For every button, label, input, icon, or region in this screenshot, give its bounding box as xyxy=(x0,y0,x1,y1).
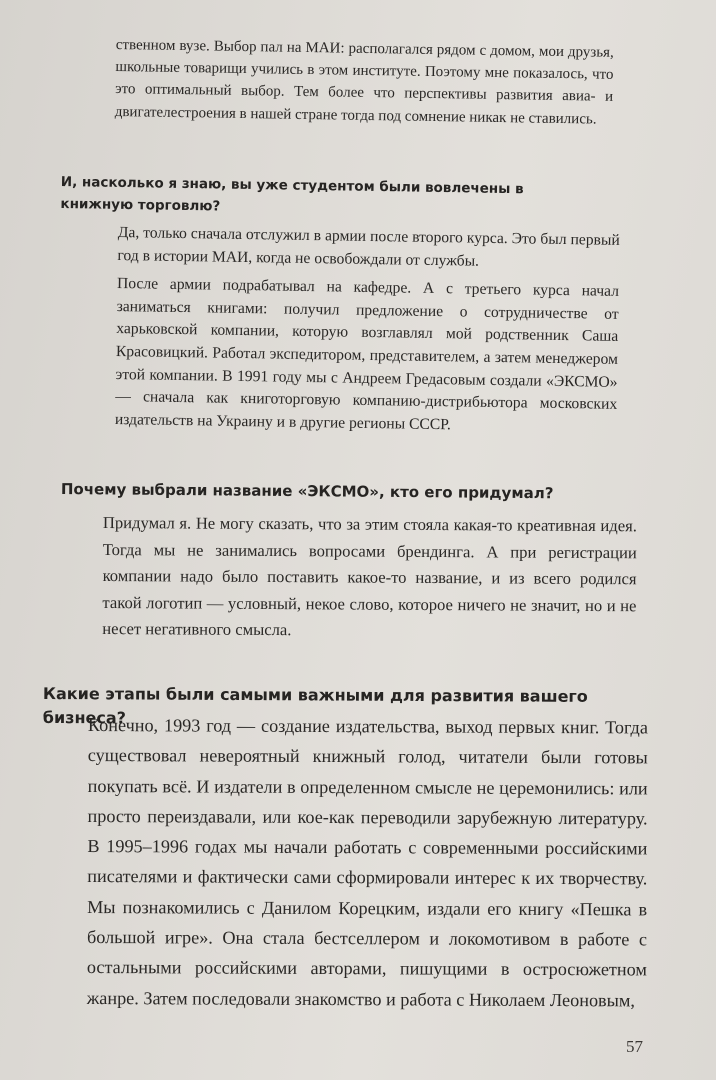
answer-paragraph: Конечно, 1993 год — создание издательства, выход первых книг. Тогда существовал невероятный книжный голод, читатели были готовы покупать всё. И издатели в определенном смысле не церемонились: или просто переиздавали, или кое-как переводили зарубежную литературу. В 1995–1996 годах мы начали работать с современными российскими писателями и фактически сами сформировали интерес к их творчеству. Мы познакомились с Данилом Корецким, издали его книгу «Пешка в большой игре». Она стала бестселлером и локомотивом в работе с остальными российскими авторами, пишущими в остросюжетном жанре. Затем последовали знакомство и работа с Николаем Леоновым, xyxy=(86,714,648,1011)
answer-eksmo-name xyxy=(102,510,637,646)
answer-paragraph: ственном вузе. Выбор пал на МАИ: располагался рядом с домом, мои друзья, школьные товарищи учились в этом институте. Поэтому мне показалось, что это оптимальный выбор. Тем более что перспективы развития авиа- и двигателестроения в нашей стране тогда под сомнение никак не ставились. xyxy=(114,36,614,128)
question-business-stages: Какие этапы были самыми важными для развития вашего бизнеса? xyxy=(42,684,588,728)
question-book-trade: И, насколько я знаю, вы уже студентом были вовлечены в книжную торговлю? xyxy=(60,173,524,215)
answer-continuation xyxy=(115,34,614,131)
answer-paragraph: После армии подрабатывал на кафедре. А с третьего курса начал заниматься книгами: получил предложение о сотрудничестве от харьковской компании, которую возглавлял мой родственник Саша Красовицкий. Работал экспедитором, представителем, а затем менеджером этой компании. В 1991 году мы с Андреем Гредасовым создали «ЭКСМО» — сначала как книготорговую компанию-дистрибьютора московских издательств на Украину и в другие регионы СССР. xyxy=(114,275,620,434)
page-number: 57 xyxy=(626,1037,643,1056)
answer-paragraph: Придумал я. Не могу сказать, что за этим стояла какая-то креативная идея. Тогда мы не занимались вопросами брендинга. А при регистрации компании надо было поставить какое-то название, и из всего родился такой логотип — условный, некое слово, которое ничего не значит, но и не несет негативного смысла. xyxy=(102,512,637,640)
answer-paragraph: Да, только сначала отслужил в армии после второго курса. Это был первый год в истории МАИ, когда не освобождали от службы. xyxy=(117,223,620,270)
question-eksmo-name: Почему выбрали название «ЭКСМО», кто его придумал? xyxy=(60,479,554,503)
answer-book-trade xyxy=(115,222,620,439)
answer-business-stages xyxy=(87,710,648,1015)
